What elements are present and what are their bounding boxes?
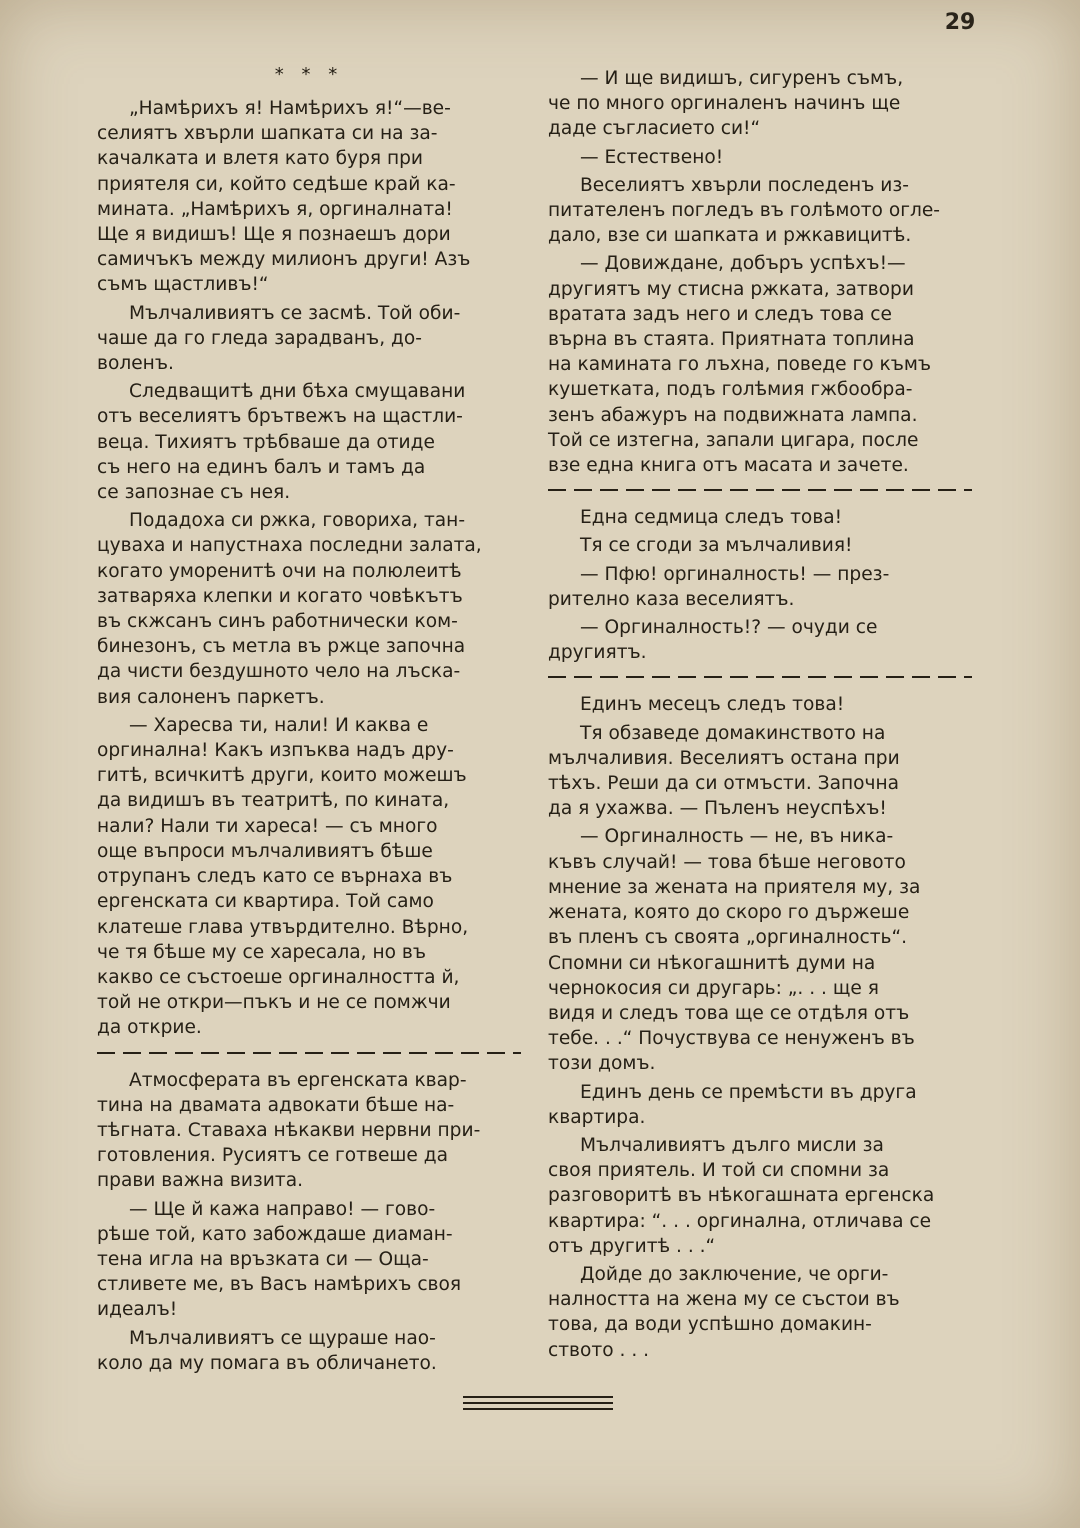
paragraph: Следващитѣ дни бѣха смущавани отъ веселиятъ брътвежъ на щастли- веца. Тихиятъ трѣбваше да отиде съ него на единъ балъ и тамъ да се запознае съ нея. <box>97 381 466 504</box>
paragraph: Единъ месецъ следъ това! <box>580 694 845 716</box>
paragraph: Тя се сгоди за мълчаливия! <box>580 535 853 557</box>
paragraph: — Довиждане, добъръ успѣхъ!— другиятъ му стисна ржката, затвори вратата задъ него и следъ това се върна въ стаята. Приятната топлина на камината го лъхна, поведе го къмъ кушетката, подъ голѣмия гжбообра- зенъ абажуръ на подвижната лампа. Той се изтегна, запали цигара, после взе една книга отъ масата и зачете. <box>548 253 932 477</box>
right-column <box>548 66 972 1366</box>
paragraph: Веселиятъ хвърли последенъ из- питателенъ погледъ въ голѣмото огле- дало, взе си шапката и ржкавицитѣ. <box>548 174 941 247</box>
paragraph: „Намѣрихъ я! Намѣрихъ я!“—ве- селиятъ хвърли шапката си на за- качалката и влетя като буря при приятеля си, който седѣше край ка- мината. „Намѣрихъ я, оргиналната! Ще я видишъ! Ще я познаешъ дори самичъкъ между милионъ други! Азъ съмъ щастливъ!“ <box>97 98 471 296</box>
dashed-divider <box>548 670 972 684</box>
footer-ornament-rule <box>463 1396 613 1410</box>
paragraph: Мълчаливиятъ се щураше нао- коло да му помага въ обличането. <box>97 1327 437 1374</box>
paragraph: Тя обзаведе домакинството на мълчаливия. Веселиятъ остана при тѣхъ. Реши да си отмъсти. Започна да я ухажва. — Пъленъ неуспѣхъ! <box>548 722 900 820</box>
paragraph: — Пфю! оргиналность! — през- рително каза веселиятъ. <box>548 563 890 610</box>
left-column <box>97 66 521 1379</box>
paragraph: Мълчаливиятъ дълго мисли за своя приятель. И той си спомни за разговоритѣ въ нѣкогашната ергенска квартира: “. . . оргинална, отличава се отъ другитѣ . . .“ <box>548 1134 935 1257</box>
paragraph: — Харесва ти, нали! И каква е оргинална! Какъ изпъква надъ дру- гитѣ, всичкитѣ други, които можешъ да видишъ въ театритѣ, по кината, нали? Нали ти хареса! — съ много още въпроси мълчаливиятъ бѣше отрупанъ следъ като се върнаха въ ергенската си квартира. Той само клатеше глава утвърдително. Вѣрно, че тя бѣше му се харесала, но въ какво се състоеше оргиналността й, той не откри—пъкъ и не се помжчи да открие. <box>97 714 469 1039</box>
paragraph: Дойде до заключение, че орги- налността на жена му се състои въ това, да води успѣшно домакин- ството . . . <box>548 1263 900 1361</box>
paragraph: Подадоха си ржка, говориха, тан- цуваха и напустнаха последни залата, когато уморенитѣ очи на полюлеитѣ затваряха клепки и когато човѣкътъ въ скжсанъ синъ работнически ком- бинезонъ, съ метла въ ржце започна да чисти бездушното чело на лъска- вия салоненъ паркетъ. <box>97 510 482 708</box>
dashed-divider <box>97 1046 521 1060</box>
paragraph: Една седмица следъ това! <box>580 507 843 529</box>
paragraph: — Оргиналность — не, въ ника- къвъ случай! — това бѣше неговото мнение за жената на приятеля му, за жената, която до скоро го държеше въ пленъ съ своята „оргиналность“. Спомни си нѣкогашнитѣ думи на чернокосия си другарь: „. . . ще я видя и следъ това ще се отдѣля отъ тебе. . .“ Почуствува се ненуженъ въ този домъ. <box>548 826 921 1075</box>
paragraph: — И ще видишъ, сигуренъ съмъ, че по много оргиналенъ начинъ ще даде съгласието си!“ <box>548 68 904 140</box>
paragraph: — Ще й кажа направо! — гово- рѣше той, като забождаше диаман- тена игла на връзката си — Оща- стливете ме, въ Васъ намѣрихъ своя идеалъ! <box>97 1198 462 1321</box>
page-number: 29 <box>944 10 976 35</box>
section-ornament: * * * <box>274 64 344 85</box>
paragraph: — Оргиналность!? — очуди се другиятъ. <box>548 617 878 664</box>
paragraph: Атмосферата въ ергенската квар- тина на двамата адвокати бѣше на- тѣгната. Ставаха нѣкакви нервни при- готовления. Русиятъ се готвеше да прави важна визита. <box>97 1069 481 1192</box>
paragraph: — Естествено! <box>580 146 724 168</box>
paragraph: Мълчаливиятъ се засмѣ. Той оби- чаше да го гледа зарадванъ, до- воленъ. <box>97 302 461 375</box>
paragraph: Единъ день се премѣсти въ друга квартира. <box>548 1081 917 1128</box>
dashed-divider <box>548 483 972 497</box>
